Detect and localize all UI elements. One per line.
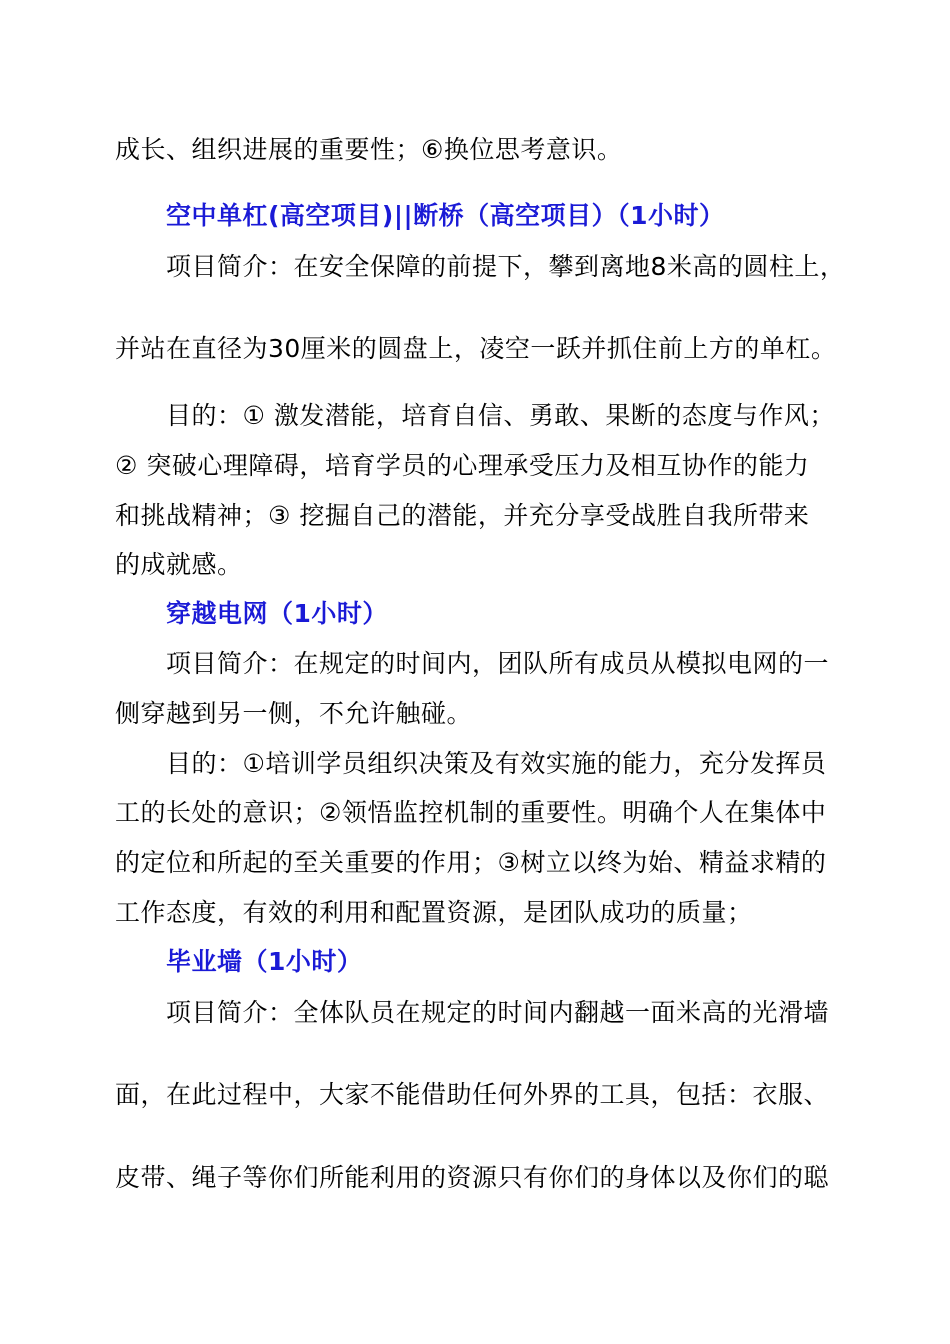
paragraph-line: 和挑战精神；③ 挖掘自己的潜能，并充分享受战胜自我所带来 — [115, 501, 810, 530]
paragraph-line: 项目简介：在安全保障的前提下，攀到离地8米高的圆柱上， — [166, 252, 846, 281]
paragraph-line: 并站在直径为30厘米的圆盘上，凌空一跃并抓住前上方的单杠。 — [115, 334, 837, 363]
paragraph-line: 面，在此过程中，大家不能借助任何外界的工具，包括：衣服、 — [115, 1080, 830, 1109]
paragraph-line: 目的：①培训学员组织决策及有效实施的能力，充分发挥员 — [166, 749, 827, 778]
section-heading-electric-net: 穿越电网（1小时） — [166, 599, 388, 628]
section-heading-high-altitude: 空中单杠(高空项目)||断桥（高空项目）（1小时） — [166, 201, 725, 230]
paragraph-line: 的定位和所起的至关重要的作用；③树立以终为始、精益求精的 — [115, 848, 827, 877]
paragraph-line: 皮带、绳子等你们所能利用的资源只有你们的身体以及你们的聪 — [115, 1163, 830, 1192]
paragraph-line: 侧穿越到另一侧，不允许触碰。 — [115, 699, 473, 728]
paragraph-line: ② 突破心理障碍，培育学员的心理承受压力及相互协作的能力 — [115, 451, 810, 480]
paragraph-line: 工作态度，有效的利用和配置资源，是团队成功的质量； — [115, 898, 753, 927]
paragraph-line: 项目简介：全体队员在规定的时间内翻越一面米高的光滑墙 — [166, 998, 830, 1027]
paragraph-line: 项目简介：在规定的时间内，团队所有成员从模拟电网的一 — [166, 649, 830, 678]
paragraph-line: 的成就感。 — [115, 550, 243, 579]
paragraph-line: 成长、组织进展的重要性；⑥换位思考意识。 — [115, 135, 623, 164]
section-heading-graduation-wall: 毕业墙（1小时） — [166, 947, 363, 976]
paragraph-line: 目的：① 激发潜能，培育自信、勇敢、果断的态度与作风； — [166, 401, 835, 430]
paragraph-line: 工的长处的意识；②领悟监控机制的重要性。明确个人在集体中 — [115, 798, 827, 827]
